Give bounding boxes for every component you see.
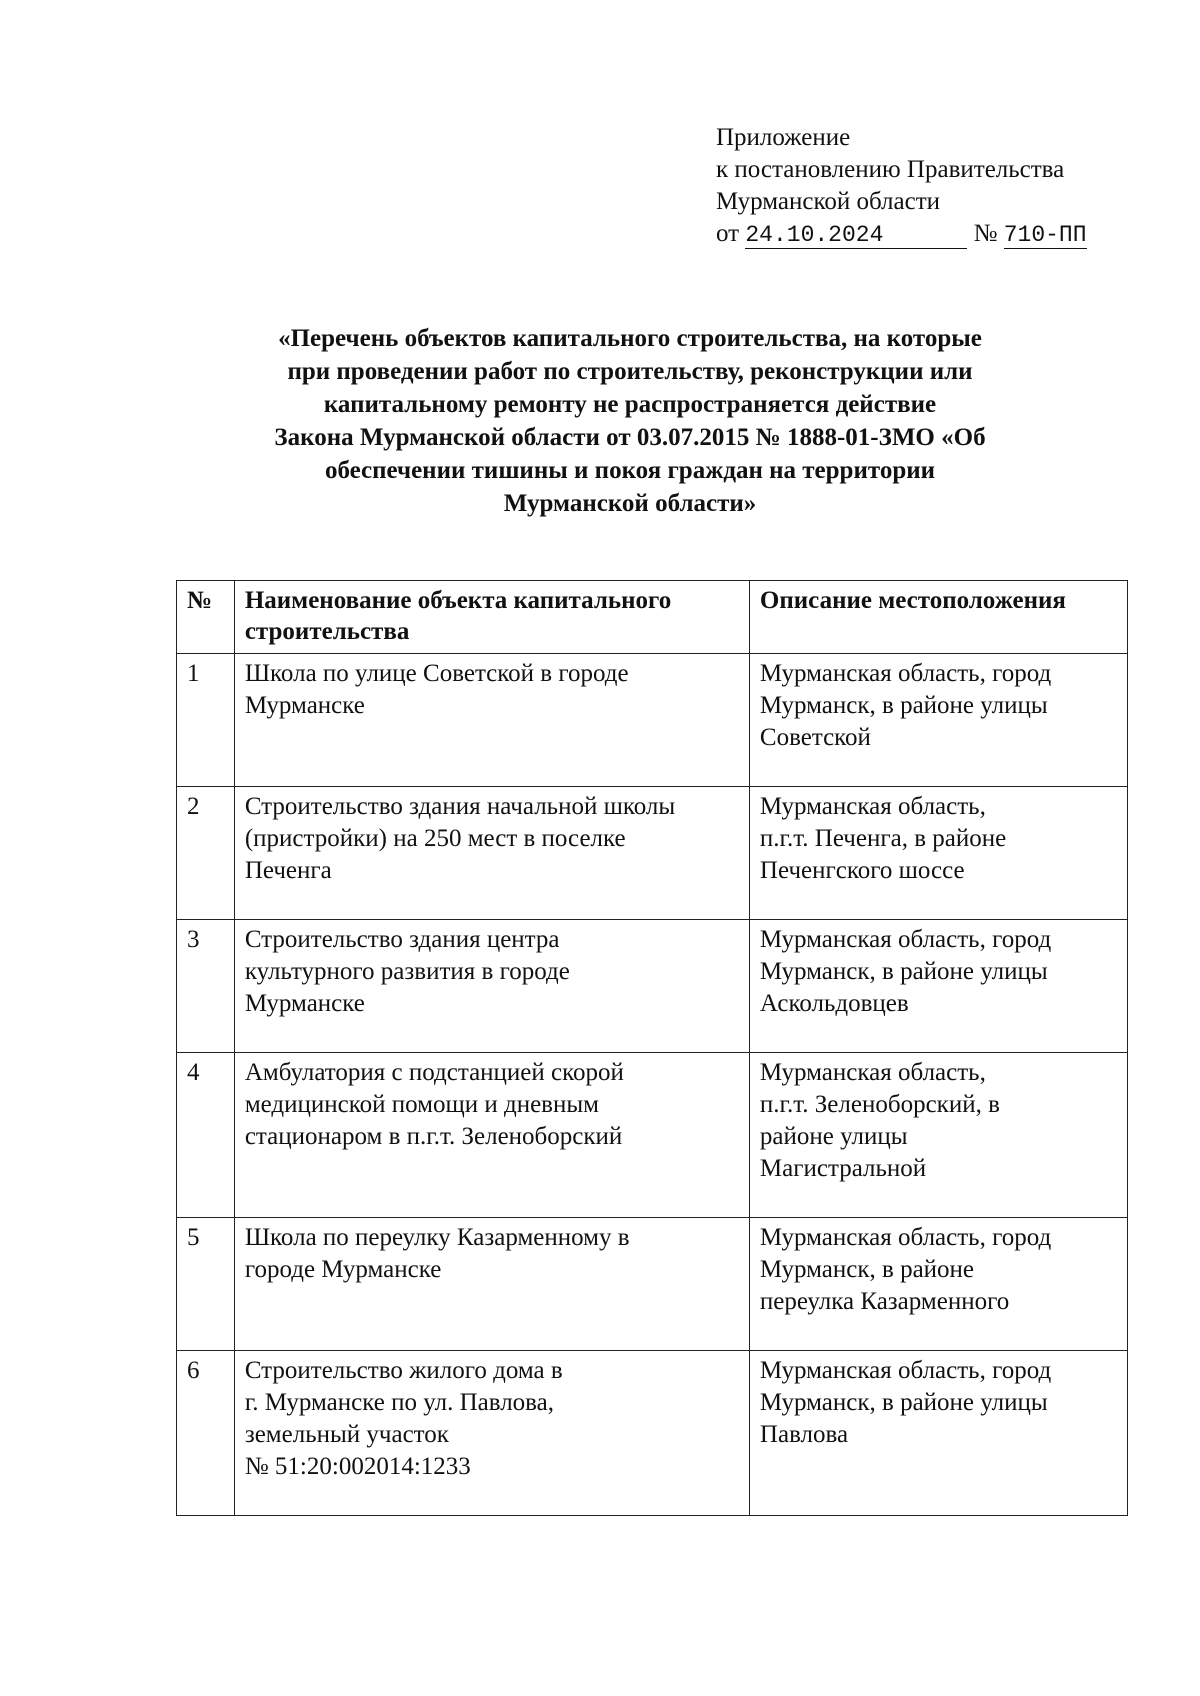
cell-line: Советской (759, 724, 871, 751)
table-row (177, 1218, 1128, 1351)
from-label: от (716, 220, 740, 247)
cell-line: Мурманская область, город (759, 1224, 1052, 1251)
document-title (210, 322, 1050, 520)
title-line: капитальному ремонту не распространяется действие (323, 391, 937, 418)
cell-line: Мурманске (244, 692, 365, 719)
object-location (749, 787, 1127, 920)
object-name (234, 1053, 749, 1218)
object-name (234, 1218, 749, 1351)
cell-line: г. Мурманске по ул. Павлова, (244, 1389, 555, 1416)
table-row (177, 920, 1128, 1053)
table-row (177, 1351, 1128, 1516)
appendix-line-3: Мурманской области (716, 188, 941, 215)
table-row (177, 787, 1128, 920)
cell-line: Павлова (759, 1421, 849, 1448)
number-label: № (973, 220, 998, 247)
object-name (234, 920, 749, 1053)
cell-line: культурного развития в городе (244, 958, 570, 985)
object-name (234, 787, 749, 920)
table-row (177, 1053, 1128, 1218)
cell-line: медицинской помощи и дневным (244, 1091, 599, 1118)
object-name (234, 1351, 749, 1516)
header-name-line: Наименование объекта капитального (244, 587, 672, 614)
objects-table (176, 580, 1128, 1516)
object-location (749, 1218, 1127, 1351)
cell-line: Мурманская область, (759, 1059, 986, 1086)
cell-line: п.г.т. Печенга, в районе (759, 825, 1007, 852)
title-line: Мурманской области» (503, 490, 757, 517)
row-number: 6 (177, 1351, 235, 1516)
table-row (177, 654, 1128, 787)
cell-line: Магистральной (759, 1155, 927, 1182)
header-number: № (177, 581, 235, 654)
appendix-line-2: к постановлению Правительства (716, 156, 1065, 183)
row-number: 4 (177, 1053, 235, 1218)
table-header-row (177, 581, 1128, 654)
row-number: 1 (177, 654, 235, 787)
header-object-name (234, 581, 749, 654)
cell-line: городе Мурманске (244, 1256, 442, 1283)
row-number: 2 (177, 787, 235, 920)
cell-line: Аскольдовцев (759, 990, 909, 1017)
cell-line: Мурманская область, город (759, 926, 1052, 953)
cell-line: Школа по переулку Казарменному в (244, 1224, 630, 1251)
appendix-block (716, 122, 1087, 250)
appendix-date-line (716, 218, 1087, 250)
cell-line: Печенга (244, 857, 332, 884)
title-line: «Перечень объектов капитального строительства, на которые (278, 325, 982, 352)
cell-line: Строительство жилого дома в (244, 1357, 563, 1384)
cell-line: Школа по улице Советской в городе (244, 660, 629, 687)
resolution-date: 24.10.2024 (745, 222, 967, 249)
title-line: Закона Мурманской области от 03.07.2015 № 1888-01-ЗМО «Об (274, 424, 986, 451)
cell-line: Мурманск, в районе (759, 1256, 975, 1283)
cell-line: Мурманская область, (759, 793, 986, 820)
object-location (749, 920, 1127, 1053)
cell-line: Строительство здания начальной школы (244, 793, 676, 820)
cell-line: Строительство здания центра (244, 926, 560, 953)
cell-line: п.г.т. Зеленоборский, в (759, 1091, 1000, 1118)
title-line: обеспечении тишины и покоя граждан на территории (324, 457, 936, 484)
resolution-number: 710-ПП (1003, 222, 1087, 248)
row-number: 3 (177, 920, 235, 1053)
row-number: 5 (177, 1218, 235, 1351)
header-location: Описание местоположения (749, 581, 1127, 654)
cell-line: Амбулатория с подстанцией скорой (244, 1059, 624, 1086)
header-name-line: строительства (244, 618, 410, 645)
cell-line: стационаром в п.г.т. Зеленоборский (244, 1123, 623, 1150)
cell-line: земельный участок (244, 1421, 449, 1448)
title-line: при проведении работ по строительству, реконструкции или (287, 358, 973, 385)
object-location (749, 1351, 1127, 1516)
cell-line: Мурманск, в районе улицы (759, 692, 1048, 719)
cell-line: Печенгского шоссе (759, 857, 965, 884)
cell-line: Мурманск, в районе улицы (759, 958, 1048, 985)
cell-line: районе улицы (759, 1123, 908, 1150)
cell-line: Мурманская область, город (759, 1357, 1052, 1384)
cell-line: Мурманская область, город (759, 660, 1052, 687)
cell-line: № 51:20:002014:1233 (244, 1453, 471, 1480)
cell-line: Мурманск, в районе улицы (759, 1389, 1048, 1416)
object-name (234, 654, 749, 787)
cell-line: Мурманске (244, 990, 365, 1017)
object-location (749, 654, 1127, 787)
appendix-line-1: Приложение (716, 124, 851, 151)
cell-line: (пристройки) на 250 мест в поселке (244, 825, 626, 852)
object-location (749, 1053, 1127, 1218)
cell-line: переулка Казарменного (759, 1288, 1010, 1315)
